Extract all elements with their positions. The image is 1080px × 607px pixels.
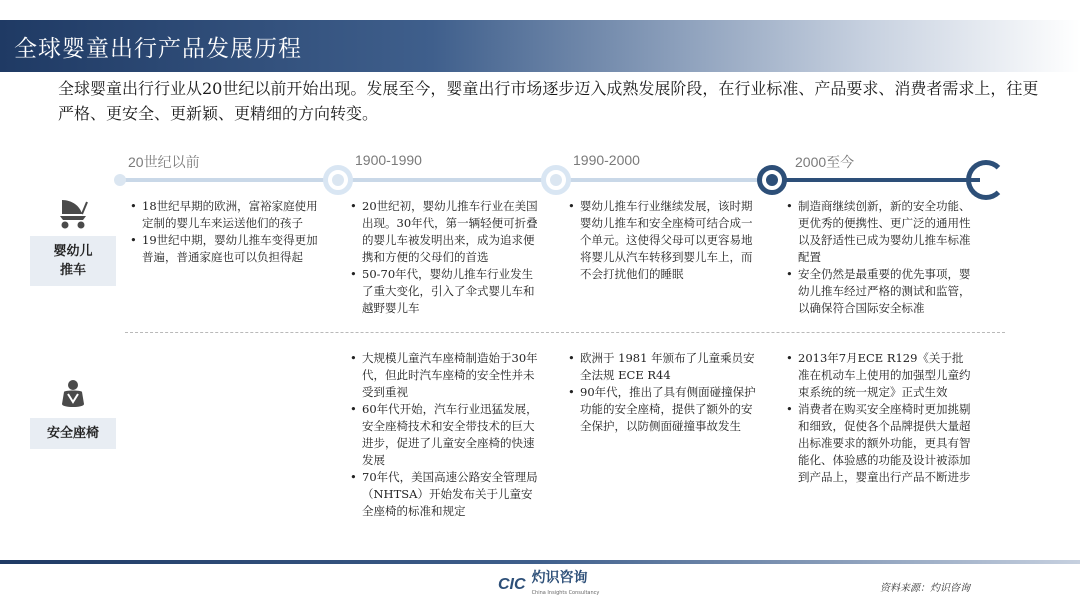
company-logo bbox=[498, 571, 599, 599]
timeline-end-arc bbox=[966, 160, 1006, 200]
timeline-node-1990 bbox=[541, 165, 571, 195]
list-item: • 欧洲于 1981 年颁布了儿童乘员安全法规 ECE R44 bbox=[566, 350, 756, 384]
list-item: • 2013年7月ECE R129《关于批准在机动车上使用的加强型儿童约束系统的统一规定》正式生效 bbox=[784, 350, 974, 401]
timeline-node-1900 bbox=[323, 165, 353, 195]
period-label: 2000至今 bbox=[795, 154, 855, 170]
car-seat-icon bbox=[56, 378, 90, 412]
timeline-node-2000 bbox=[757, 165, 787, 195]
stroller-col-2000-now bbox=[784, 198, 974, 317]
category-car-seat bbox=[30, 378, 116, 449]
logo-cn: 灼识咨询 bbox=[531, 569, 588, 586]
stroller-col-1900-1990 bbox=[348, 198, 538, 317]
list-item: • 90年代，推出了具有侧面碰撞保护功能的安全座椅，提供了额外的安全保护，以防侧面碰撞事故发生 bbox=[566, 384, 756, 435]
list-item: • 60年代开始，汽车行业迅猛发展，安全座椅技术和安全带技术的巨大进步，促进了儿童安全座椅的快速发展 bbox=[348, 401, 538, 469]
list-item: • 消费者在购买安全座椅时更加挑剔和细致，促使各个品牌提供大量超出标准要求的额外功能，更具有智能化、体验感的功能及设计被添加到产品上，婴童出行产品不断进步 bbox=[784, 401, 974, 486]
row-divider bbox=[125, 332, 1005, 333]
category-stroller bbox=[30, 196, 116, 286]
category-label-car-seat: 安全座椅 bbox=[30, 418, 116, 449]
timeline-node-start bbox=[114, 174, 126, 186]
logo-mark: CIC bbox=[498, 576, 526, 593]
list-item: • 婴幼儿推车行业继续发展，该时期婴幼儿推车和安全座椅可结合成一个单元。这使得父母可以更容易地将婴儿从汽车转移到婴儿车上，而不会打扰他们的睡眠 bbox=[566, 198, 756, 283]
list-item: • 50-70年代，婴幼儿推车行业发生了重大变化，引入了伞式婴儿车和越野婴儿车 bbox=[348, 266, 538, 317]
stroller-col-pre1900 bbox=[128, 198, 318, 266]
footer-bar bbox=[0, 560, 1080, 564]
logo-en: China Insights Consultancy bbox=[531, 589, 600, 596]
carseat-col-2000-now bbox=[784, 350, 974, 486]
carseat-col-1900-1990 bbox=[348, 350, 538, 520]
page-title: 全球婴童出行产品发展历程 bbox=[14, 36, 302, 62]
intro-paragraph: 全球婴童出行行业从20世纪以前开始出现。发展至今，婴童出行市场逐步迈入成熟发展阶段，在行业标准、产品要求、消费者需求上，往更严格、更安全、更新颖、更精细的方向转变。 bbox=[58, 79, 1039, 123]
category-label-stroller: 婴幼儿 推车 bbox=[30, 236, 116, 286]
logo-text bbox=[532, 571, 600, 600]
list-item: • 18世纪早期的欧洲，富裕家庭使用定制的婴儿车来运送他们的孩子 bbox=[128, 198, 318, 232]
list-item: • 大规模儿童汽车座椅制造始于30年代，但此时汽车座椅的安全性并未受到重视 bbox=[348, 350, 538, 401]
stroller-col-1990-2000 bbox=[566, 198, 756, 283]
source-note: 资料来源：灼识咨询 bbox=[880, 583, 970, 594]
list-item: • 19世纪中期，婴幼儿推车变得更加普遍，普通家庭也可以负担得起 bbox=[128, 232, 318, 266]
stroller-icon bbox=[56, 196, 90, 230]
list-item: • 安全仍然是最重要的优先事项，婴幼儿推车经过严格的测试和监管，以确保符合国际安全标准 bbox=[784, 266, 974, 317]
timeline-line-current bbox=[770, 178, 980, 182]
period-label: 1990-2000 bbox=[573, 152, 640, 168]
list-item: • 70年代，美国高速公路安全管理局（NHTSA）开始发布关于儿童安全座椅的标准和规定 bbox=[348, 469, 538, 520]
carseat-col-1990-2000 bbox=[566, 350, 756, 435]
period-label: 1900-1990 bbox=[355, 152, 422, 168]
list-item: • 20世纪初，婴幼儿推车行业在美国出现。30年代，第一辆轻便可折叠的婴儿车被发明出来，成为追求便携和方便的父母们的首选 bbox=[348, 198, 538, 266]
period-label: 20世纪以前 bbox=[128, 154, 200, 170]
list-item: • 制造商继续创新，新的安全功能、更优秀的便携性、更广泛的通用性以及舒适性已成为婴幼儿推车标准配置 bbox=[784, 198, 974, 266]
title-bar bbox=[0, 20, 1080, 72]
